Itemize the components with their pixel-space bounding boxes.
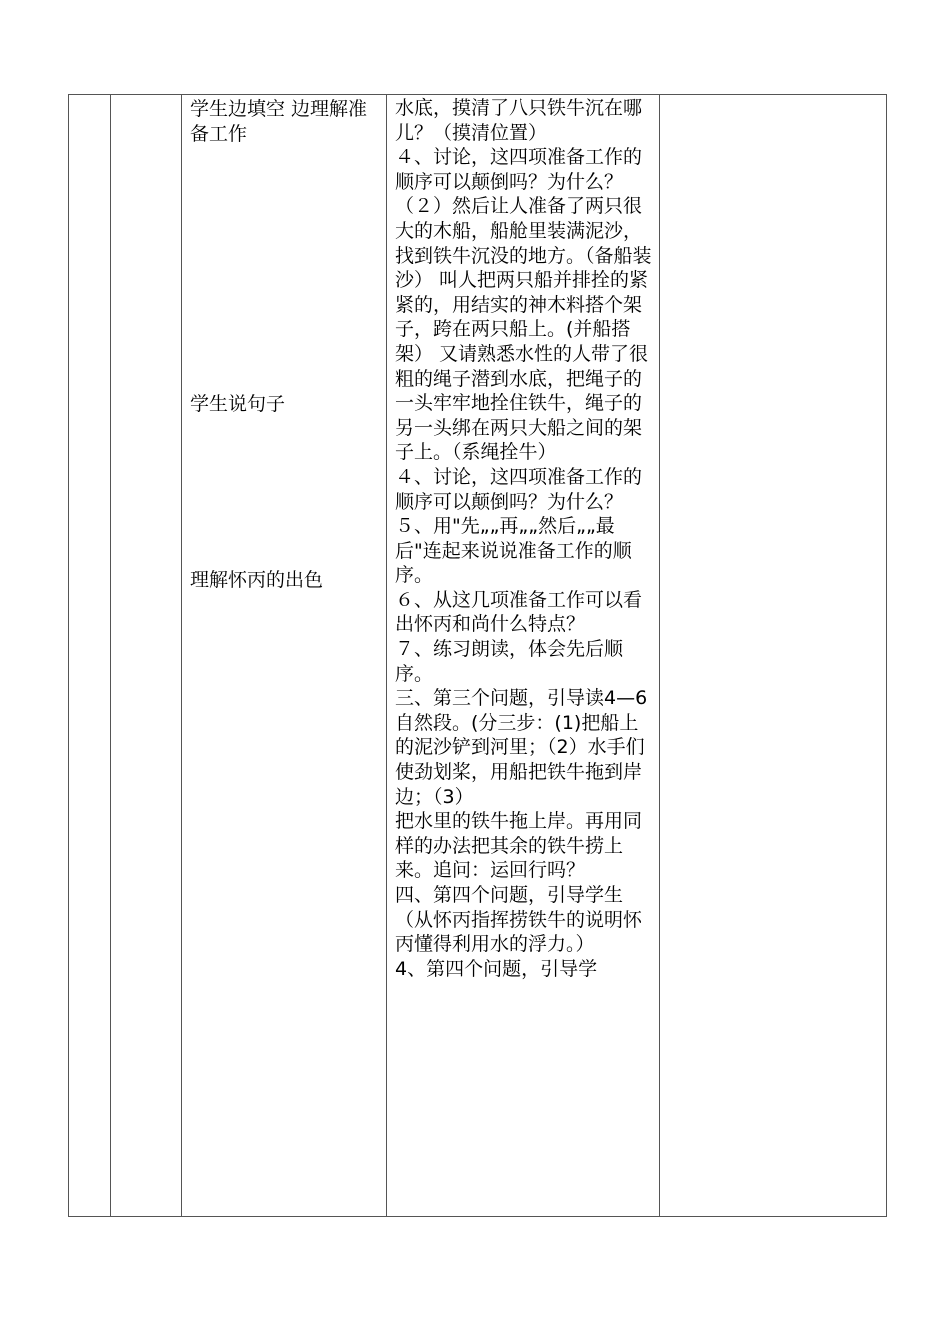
teaching-process-cell (387, 95, 660, 1217)
process-paragraph: 三、第三个问题，引导读4—6自然段。(分三步：(1)把船上的泥沙铲到河里；（2）水手们使劲划桨，用船把铁牛拖到岸边；（3） (395, 687, 648, 808)
lesson-plan-table (68, 94, 887, 1217)
process-paragraph: （从怀丙指挥捞铁牛的说明怀丙懂得利用水的浮力。） (395, 908, 643, 956)
process-paragraph: ６、从这几项准备工作可以看出怀丙和尚什么特点？ (395, 588, 643, 636)
process-paragraph: ５、用"先„„再„„然后„„最后"连起来说说准备工作的顺序。 (395, 515, 632, 587)
activity-note-understand: 理解怀丙的出色 (190, 569, 324, 591)
process-paragraph: 4、第四个问题，引导学 (395, 957, 598, 980)
empty-cell-2 (111, 95, 182, 1217)
process-paragraph: 水底，摸清了八只铁牛沉在哪儿？（摸清位置） (395, 97, 643, 144)
table-row (69, 95, 887, 1217)
process-paragraph: ４、讨论，这四项准备工作的顺序可以颠倒吗？为什么？ (395, 465, 643, 513)
activity-note-say-sentences: 学生说句子 (190, 393, 286, 415)
activity-note-fill-blanks: 学生边填空 边理解准备工作 (190, 98, 368, 145)
process-paragraph: 四、第四个问题，引导学生 (395, 884, 624, 906)
student-activity-cell (182, 95, 387, 1217)
process-paragraph: 把水里的铁牛拖上岸。再用同样的办法把其余的铁牛捞上来。追问：运回行吗？ (395, 810, 643, 882)
empty-cell-1 (69, 95, 111, 1217)
process-paragraph: ７、练习朗读，体会先后顺序。 (395, 638, 624, 685)
process-paragraph: ４、讨论，这四项准备工作的顺序可以颠倒吗？为什么？（２）然后让人准备了两只很大的木船，船舱里装满泥沙，找到铁牛沉没的地方。（备船装沙） 叫人把两只船并排拴的紧紧的，用结实的神木料搭个架子，跨在两只船上。(并船搭架） 又请熟悉水性的人带了很粗的绳子潜到水底，把绳子的一头牢牢地拴住铁牛，绳子的另一头绑在两只大船之间的架子上。（系绳拴牛） (395, 146, 652, 464)
empty-cell-5 (660, 95, 887, 1217)
